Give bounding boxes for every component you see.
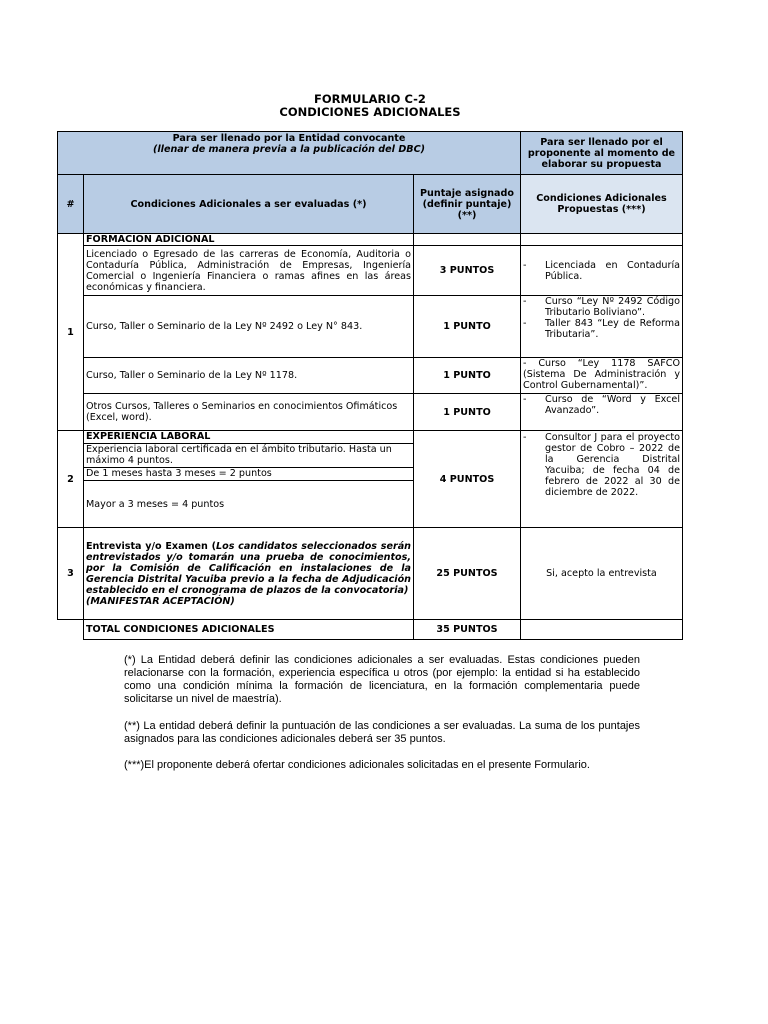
- dash-marker: -: [523, 318, 527, 329]
- proponent-header-cell: Para ser llenado por el proponente al momento de elaborar su propuesta: [521, 132, 683, 175]
- condition-cell: Otros Cursos, Talleres o Seminarios en conocimientos Ofimáticos (Excel, word).: [84, 394, 414, 431]
- proposed-cell: [521, 431, 683, 528]
- table-row: [58, 394, 683, 431]
- interview-lead: Entrevista y/o Examen (: [86, 540, 217, 552]
- points-cell: 4 PUNTOS: [414, 431, 521, 528]
- condition-cell: Licenciado o Egresado de las carreras de Economía, Auditoria o Contaduría Pública, Administración de Empresas, Ingeniería Comercial o Ingeniería Financiera o ramas afines en las áreas económicas y financiera.: [84, 246, 414, 296]
- proposed-text: Curso “Ley Nº 2492 Código Tributario Boliviano”.: [545, 296, 680, 318]
- experience-line: De 1 meses hasta 3 meses = 2 puntos: [84, 468, 413, 481]
- footnote-3: (***)El proponente deberá ofertar condiciones adicionales solicitadas en el presente Formulario.: [124, 759, 590, 771]
- col-proposed-header: Condiciones Adicionales Propuestas (***): [521, 175, 683, 234]
- form-title: CONDICIONES ADICIONALES: [279, 105, 461, 119]
- footnote-2: (**) La entidad deberá definir la puntuación de las condiciones a ser evaluadas. La suma de los puntajes asignados para las condiciones adicionales deberá ser 35 puntos.: [124, 720, 640, 745]
- row-number-1: 1: [58, 234, 84, 431]
- dash-marker: -: [523, 432, 527, 443]
- dash-marker: -: [523, 296, 527, 307]
- interview-details: Los candidatos seleccionados serán entrevistados y/o tomarán una prueba de conocimientos, por la Comisión de Calificación en instalaciones de la Gerencia Distrital Yacuiba previo a la fecha de Adjudicación establecido en el cronograma de plazos de la convocatoria): [86, 540, 411, 596]
- proposed-cell: - Curso “Ley 1178 SAFCO (Sistema De Administración y Control Gubernamental)”.: [521, 358, 683, 394]
- total-label: TOTAL CONDICIONES ADICIONALES: [84, 620, 414, 640]
- table-row: [58, 296, 683, 358]
- col-num-header: #: [58, 175, 84, 234]
- dash-marker: -: [523, 394, 527, 405]
- entity-header-line1: Para ser llenado por la Entidad convocante: [172, 133, 406, 144]
- table-row: [58, 431, 683, 528]
- conditions-table: [57, 131, 683, 640]
- row-number-3: 3: [58, 528, 84, 620]
- experience-cell: [84, 431, 414, 528]
- proposed-cell: [521, 394, 683, 431]
- col-points-header: Puntaje asignado (definir puntaje) (**): [414, 175, 521, 234]
- proposed-cell: [521, 296, 683, 358]
- points-cell: 1 PUNTO: [414, 296, 521, 358]
- table-row: [58, 246, 683, 296]
- proposed-text: Curso de “Word y Excel Avanzado”.: [545, 394, 680, 416]
- points-cell: 25 PUNTOS: [414, 528, 521, 620]
- entity-header-line2: (llenar de manera previa a la publicación del DBC): [152, 144, 426, 155]
- proposed-text: Taller 843 “Ley de Reforma Tributaria”.: [545, 318, 680, 340]
- total-row: [58, 620, 683, 640]
- experience-line: Experiencia laboral certificada en el ámbito tributario. Hasta un máximo 4 puntos.: [84, 444, 413, 468]
- points-cell: 1 PUNTO: [414, 358, 521, 394]
- table-row: [58, 528, 683, 620]
- section-formacion: FORMACION ADICIONAL: [84, 234, 414, 246]
- row-number-2: 2: [58, 431, 84, 528]
- proposed-cell: [521, 246, 683, 296]
- experience-line: Mayor a 3 meses = 4 puntos: [86, 498, 225, 510]
- footnote-1: (*) La Entidad deberá definir las condiciones adicionales a ser evaluadas. Estas condiciones pueden relacionarse con la formación, experiencia específica u otros (por ejemplo: la entidad si ha establecido como una condición mínima la formación de licenciatura, en la formación complementaria puede solicitarse un nivel de maestría).: [124, 654, 640, 705]
- proposed-text: Licenciada en Contaduría Pública.: [545, 259, 680, 282]
- table-row: [58, 234, 683, 246]
- points-cell: 3 PUNTOS: [414, 246, 521, 296]
- total-points: 35 PUNTOS: [414, 620, 521, 640]
- form-code: FORMULARIO C-2: [314, 92, 426, 106]
- section-experiencia: EXPERIENCIA LABORAL: [84, 431, 413, 444]
- proposed-text: Consultor J para el proyecto gestor de Cobro – 2022 de la Gerencia Distrital Yacuiba; de fecha 04 de febrero de 2022 al 30 de diciembre de 2022.: [545, 432, 680, 498]
- condition-cell: Curso, Taller o Seminario de la Ley Nº 1178.: [84, 358, 414, 394]
- table-row: [58, 358, 683, 394]
- col-conditions-header: Condiciones Adicionales a ser evaluadas (*): [84, 175, 414, 234]
- condition-cell: Curso, Taller o Seminario de la Ley Nº 2492 o Ley N° 843.: [84, 296, 414, 358]
- header-row-2: [58, 175, 683, 234]
- entity-header-cell: [58, 132, 521, 175]
- interview-accept: (MANIFESTAR ACEPTACIÓN): [86, 595, 235, 607]
- interview-cell: [84, 528, 414, 620]
- dash-marker: -: [523, 259, 527, 271]
- proposed-cell: Si, acepto la entrevista: [521, 528, 683, 620]
- header-row-1: [58, 132, 683, 175]
- points-cell: 1 PUNTO: [414, 394, 521, 431]
